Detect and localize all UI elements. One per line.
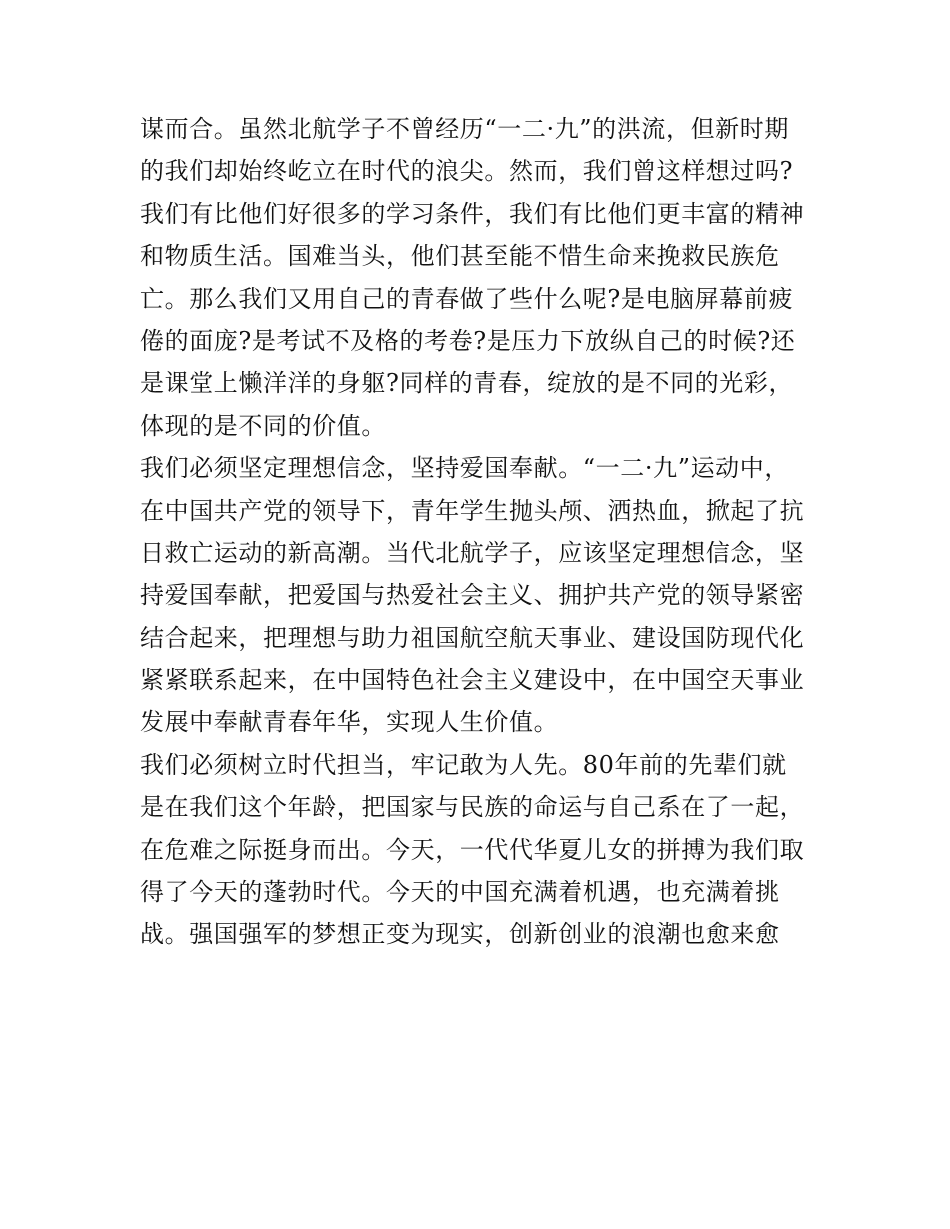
text-line: 结合起来，把理想与助力祖国航空航天事业、建设国防现代化 [140, 623, 805, 652]
text-line: 在中国共产党的领导下，青年学生抛头颅、洒热血，掀起了抗 [140, 496, 805, 525]
text-line: 战。强国强军的梦想正变为现实，创新创业的浪潮也愈来愈 [140, 920, 780, 949]
text-line: 亡。那么我们又用自己的青春做了些什么呢?是电脑屏幕前疲 [140, 284, 794, 313]
text-line: 体现的是不同的价值。 [140, 411, 386, 440]
text-line: 倦的面庞?是考试不及格的考卷?是压力下放纵自己的时候?还 [140, 326, 796, 355]
text-line: 在危难之际挺身而出。今天，一代代华夏儿女的拼搏为我们取 [140, 835, 805, 864]
text-line: 紧紧联系起来，在中国特色社会主义建设中，在中国空天事业 [140, 666, 805, 695]
text-line: 我们有比他们好很多的学习条件，我们有比他们更丰富的精神 [140, 199, 805, 228]
text-line: 是在我们这个年龄，把国家与民族的命运与自己系在了一起， [140, 793, 805, 822]
text-line: 发展中奉献青春年华，实现人生价值。 [140, 708, 559, 737]
body-text [140, 108, 830, 956]
text-line: 和物质生活。国难当头，他们甚至能不惜生命来挽救民族危 [140, 242, 780, 271]
text-line: 谋而合。虽然北航学子不曾经历“一二·九”的洪流，但新时期 [140, 115, 789, 143]
text-line: 持爱国奉献，把爱国与热爱社会主义、拥护共产党的领导紧密 [140, 581, 805, 610]
text-line: 日救亡运动的新高潮。当代北航学子，应该坚定理想信念，坚 [140, 538, 805, 567]
text-line: 的我们却始终屹立在时代的浪尖。然而，我们曾这样想过吗? [140, 157, 794, 186]
text-line: 得了今天的蓬勃时代。今天的中国充满着机遇，也充满着挑 [140, 878, 780, 907]
text-line: 我们必须树立时代担当，牢记敢为人先。80年前的先辈们就 [140, 750, 787, 779]
text-line: 我们必须坚定理想信念，坚持爱国奉献。“一二·九”运动中， [140, 454, 789, 483]
text-line: 是课堂上懒洋洋的身躯?同样的青春，绽放的是不同的光彩， [140, 369, 794, 398]
